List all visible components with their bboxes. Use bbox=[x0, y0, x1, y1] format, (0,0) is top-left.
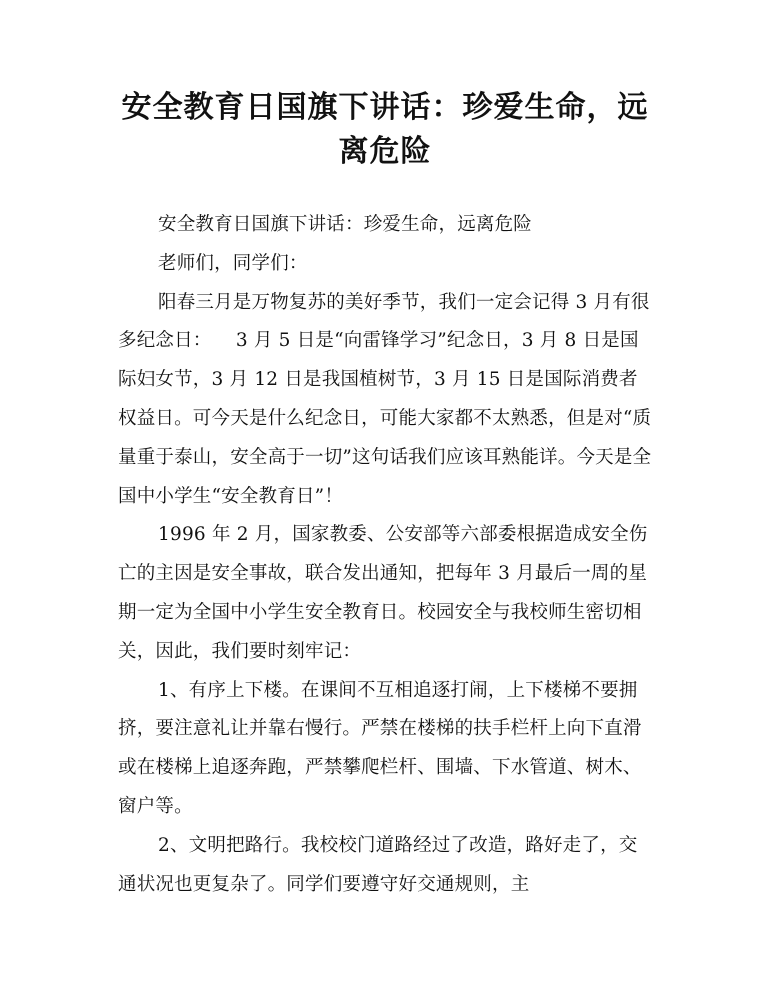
paragraph-greeting: 老师们，同学们： bbox=[158, 252, 308, 274]
document-body bbox=[118, 206, 653, 904]
paragraph-history: 1996 年 2 月，国家教委、公安部等六部委根据造成安全伤亡的主因是安全事故，联合发出通知，把每年 3 月最后一周的星期一定为全国中小学生安全教育日。校园安全与我校师生密切相关，因此，我们要时刻牢记： bbox=[118, 524, 648, 662]
document-title: 安全教育日国旗下讲话：珍爱生命，远离危险 bbox=[121, 90, 649, 169]
paragraph-repeated-title: 安全教育日国旗下讲话：珍爱生命，远离危险 bbox=[158, 214, 533, 235]
paragraph-intro: 阳春三月是万物复苏的美好季节，我们一定会记得 3 月有很多纪念日： 3 月 5 日是“向雷锋学习”纪念日，3 月 8 日是国际妇女节，3 月 12 日是我国植树节，3 月 15 日是国际消费者权益日。可今天是什么纪念日，可能大家都不太熟悉，但是对“质量重于泰山，安全高于一切”这句话我们应该耳熟能详。今天是全国中小学生“安全教育日”！ bbox=[118, 291, 652, 507]
paragraph-rule-2: 2、文明把路行。我校校门道路经过了改造，路好走了，交通状况也更复杂了。同学们要遵守好交通规则，主 bbox=[118, 834, 638, 895]
paragraph-rule-1: 1、有序上下楼。在课间不互相追逐打闹，上下楼梯不要拥挤，要注意礼让并靠右慢行。严禁在楼梯的扶手栏杆上向下直滑或在楼梯上追逐奔跑，严禁攀爬栏杆、围墙、下水管道、树木、窗户等。 bbox=[118, 679, 642, 817]
